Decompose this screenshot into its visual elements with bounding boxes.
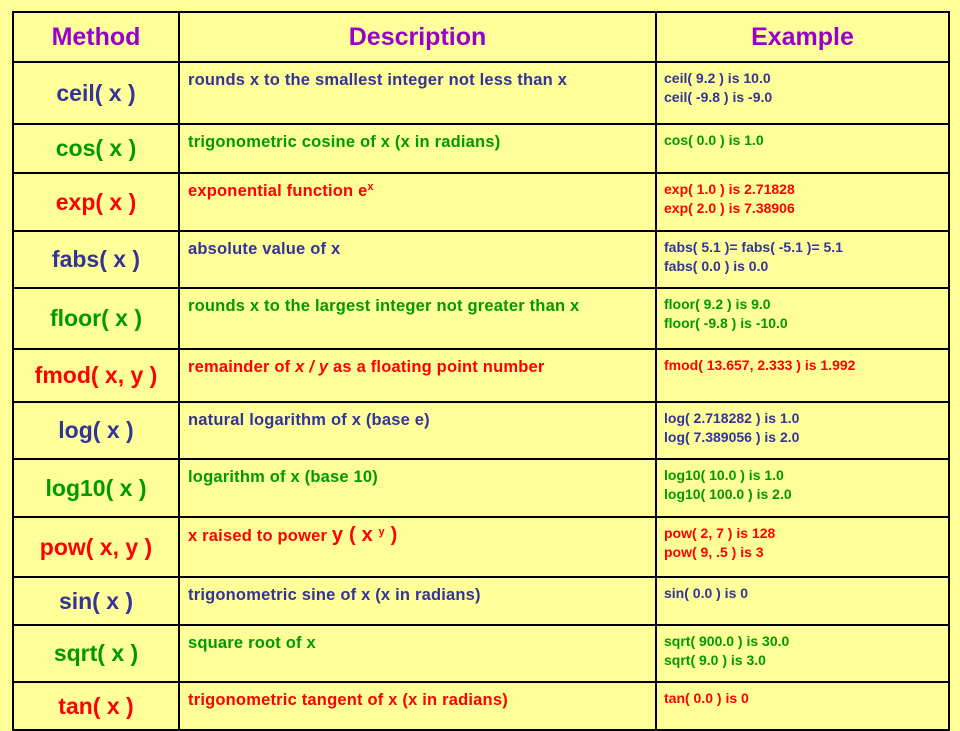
math-functions-table (12, 11, 950, 731)
table-row (13, 577, 949, 625)
example-line: sqrt( 900.0 ) is 30.0 (664, 633, 790, 649)
method-cell: ceil( x ) (13, 62, 179, 124)
example-line: exp( 2.0 ) is 7.38906 (664, 200, 795, 216)
description-cell: rounds x to the largest integer not greater than x (179, 288, 656, 349)
description-cell: natural logarithm of x (base e) (179, 402, 656, 459)
description-cell: square root of x (179, 625, 656, 682)
example-line: log10( 100.0 ) is 2.0 (664, 486, 792, 502)
example-line: sqrt( 9.0 ) is 3.0 (664, 652, 766, 668)
description-cell (179, 349, 656, 402)
description-cell: trigonometric sine of x (x in radians) (179, 577, 656, 625)
header-row (13, 12, 949, 62)
example-line: fabs( 5.1 )= fabs( -5.1 )= 5.1 (664, 239, 843, 255)
example-line: cos( 0.0 ) is 1.0 (664, 132, 764, 148)
example-cell (656, 517, 949, 577)
method-cell: cos( x ) (13, 124, 179, 173)
description-cell: trigonometric tangent of x (x in radians) (179, 682, 656, 730)
description-superscript: x (367, 181, 374, 194)
description-formula-close: ) (384, 524, 398, 546)
example-cell (656, 625, 949, 682)
example-line: fmod( 13.657, 2.333 ) is 1.992 (664, 357, 856, 373)
example-cell (656, 231, 949, 288)
example-line: exp( 1.0 ) is 2.71828 (664, 181, 795, 197)
example-cell (656, 349, 949, 402)
table-row (13, 459, 949, 517)
table-row (13, 231, 949, 288)
example-line: fabs( 0.0 ) is 0.0 (664, 258, 769, 274)
table-row (13, 173, 949, 231)
example-line: log10( 10.0 ) is 1.0 (664, 467, 784, 483)
example-cell (656, 459, 949, 517)
description-formula: y ( x (331, 524, 379, 546)
description-text: exponential function e (188, 182, 368, 200)
table-row (13, 62, 949, 124)
math-functions-table-wrap (12, 11, 948, 719)
method-cell: sin( x ) (13, 577, 179, 625)
table-row (13, 124, 949, 173)
example-cell (656, 402, 949, 459)
description-superscript: y (378, 526, 385, 539)
method-cell: sqrt( x ) (13, 625, 179, 682)
method-cell: log( x ) (13, 402, 179, 459)
method-cell: fmod( x, y ) (13, 349, 179, 402)
table-row (13, 402, 949, 459)
example-line: floor( 9.2 ) is 9.0 (664, 296, 771, 312)
table-row (13, 517, 949, 577)
description-cell (179, 173, 656, 231)
method-cell: floor( x ) (13, 288, 179, 349)
example-cell (656, 288, 949, 349)
description-cell (179, 517, 656, 577)
description-italic: x / y (295, 358, 329, 376)
description-cell: trigonometric cosine of x (x in radians) (179, 124, 656, 173)
example-line: pow( 2, 7 ) is 128 (664, 525, 776, 541)
description-text: remainder of (188, 358, 296, 376)
example-cell (656, 62, 949, 124)
example-cell (656, 173, 949, 231)
example-line: floor( -9.8 ) is -10.0 (664, 315, 788, 331)
example-line: log( 2.718282 ) is 1.0 (664, 410, 800, 426)
method-cell: fabs( x ) (13, 231, 179, 288)
example-line: log( 7.389056 ) is 2.0 (664, 429, 800, 445)
example-line: pow( 9, .5 ) is 3 (664, 544, 764, 560)
table-row (13, 682, 949, 730)
example-line: ceil( 9.2 ) is 10.0 (664, 70, 771, 86)
method-cell: pow( x, y ) (13, 517, 179, 577)
table-row (13, 625, 949, 682)
example-cell (656, 682, 949, 730)
example-line: sin( 0.0 ) is 0 (664, 585, 749, 601)
method-cell: tan( x ) (13, 682, 179, 730)
description-cell: rounds x to the smallest integer not less than x (179, 62, 656, 124)
example-cell (656, 124, 949, 173)
header-example: Example (656, 12, 949, 62)
method-cell: log10( x ) (13, 459, 179, 517)
table-row (13, 349, 949, 402)
description-cell: logarithm of x (base 10) (179, 459, 656, 517)
example-line: tan( 0.0 ) is 0 (664, 690, 749, 706)
description-cell: absolute value of x (179, 231, 656, 288)
example-cell (656, 577, 949, 625)
header-description: Description (179, 12, 656, 62)
description-text: as a floating point number (328, 358, 545, 376)
description-text: x raised to power (188, 527, 332, 545)
table-row (13, 288, 949, 349)
example-line: ceil( -9.8 ) is -9.0 (664, 89, 773, 105)
header-method: Method (13, 12, 179, 62)
method-cell: exp( x ) (13, 173, 179, 231)
